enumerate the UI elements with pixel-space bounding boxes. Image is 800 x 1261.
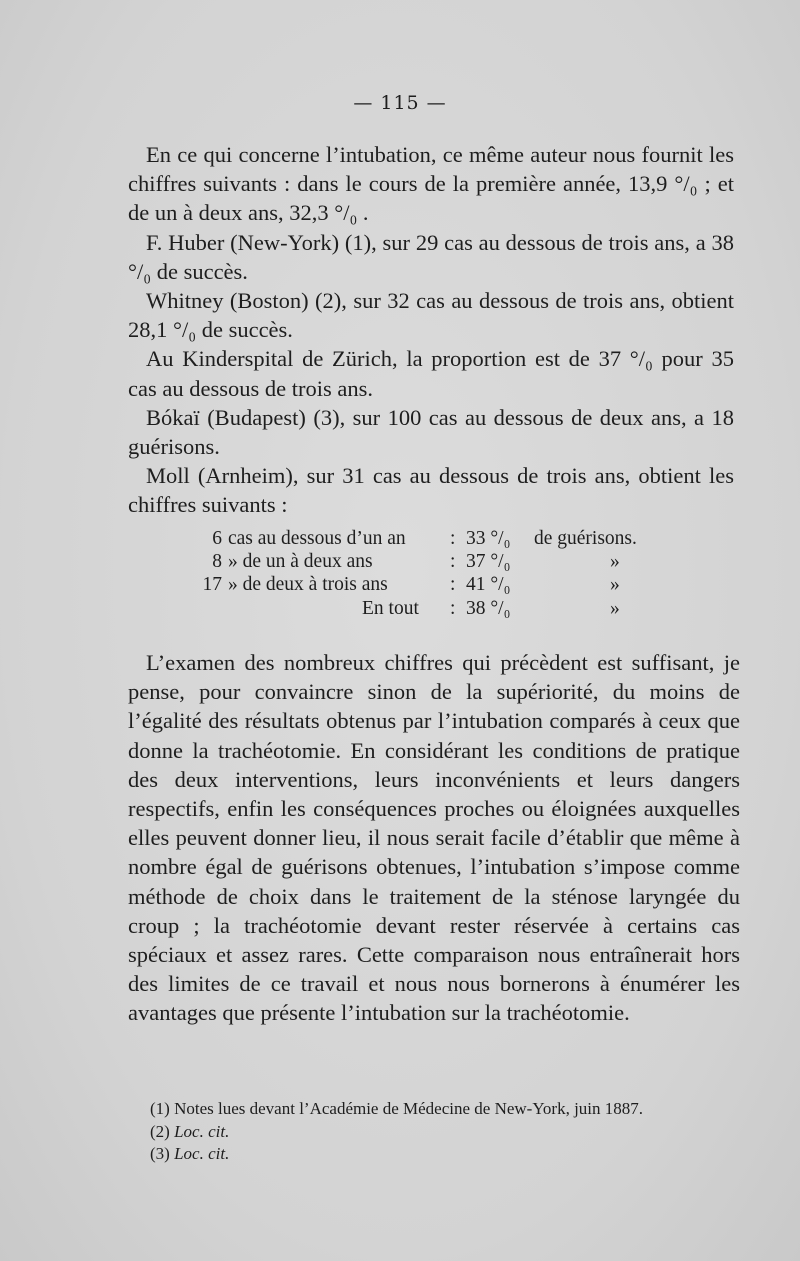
table-row <box>190 550 670 573</box>
results-table <box>190 527 670 620</box>
paragraph: En ce qui concerne l’intubation, ce même auteur nous fournit les chiffres suivants : dans le cours de la première année, 13,9 °/₀ ; et de un à deux ans, 32,3 °/₀ . <box>128 142 734 226</box>
percentage: 41 °/₀ <box>466 574 511 596</box>
footnote-text: Loc. cit. <box>174 1121 230 1141</box>
colon: : <box>450 597 456 619</box>
paragraph: F. Huber (New-York) (1), sur 29 cas au dessous de trois ans, a 38 °/₀ de succès. <box>128 229 734 284</box>
footnote <box>150 1143 750 1166</box>
percentage: 33 °/₀ <box>466 528 511 549</box>
paragraph: L’examen des nombreux chiffres qui précèdent est suffisant, je pense, pour convaincre sinon de la supériorité, du moins de l’égalité des résultats obtenus par l’intubation comparés à ceux que donne la trachéotomie. En considérant les conditions de pratique des deux interventions, leurs inconvénients et leurs dangers respectifs, enfin les conséquences proches ou éloignées auxquelles elles peuvent donner lieu, il nous serait facile d’établir que même à nombre égal de guérisons obtenues, l’intubation s’impose comme méthode de choix dans le traitement de la sténose laryngée du croup ; la trachéotomie devant rester réservée à certains cas spéciaux et assez rares. Cette comparaison nous entraînerait hors des limites de ce travail et nous nous bornerons à énumérer les avantages que présente l’intubation sur la trachéotomie. <box>128 650 740 1026</box>
paragraph: Au Kinderspital de Zürich, la proportion est de 37 °/₀ pour 35 cas au dessous de trois ans. <box>128 346 734 401</box>
case-count: 6 <box>212 528 222 549</box>
outcome: » <box>610 597 620 619</box>
text-block-top <box>128 140 734 520</box>
total-label: En tout <box>362 597 419 619</box>
footnote-text: Loc. cit. <box>174 1144 230 1163</box>
age-range: » de un à deux ans <box>228 551 373 573</box>
age-range: » de deux à trois ans <box>228 574 388 596</box>
outcome: » <box>610 574 620 596</box>
case-count: 8 <box>212 551 222 573</box>
footnote-text: Notes lues devant l’Académie de Médecine de New-York, juin 1887. <box>174 1099 644 1118</box>
footnotes <box>150 1098 750 1166</box>
footnote-marker: (3) <box>150 1144 170 1163</box>
table-row <box>190 527 670 550</box>
age-range: cas au dessous d’un an <box>228 528 406 549</box>
colon: : <box>450 528 456 549</box>
text-block-bottom <box>128 648 740 1028</box>
outcome: » <box>610 551 620 573</box>
footnote-marker: (2) <box>150 1121 170 1141</box>
page-number: — 115 — <box>353 92 447 114</box>
colon: : <box>450 574 456 596</box>
colon: : <box>450 551 456 573</box>
percentage: 38 °/₀ <box>466 597 511 619</box>
footnote <box>150 1121 750 1144</box>
footnote-marker: (1) <box>150 1099 170 1118</box>
paragraph: Moll (Arnheim), sur 31 cas au dessous de trois ans, obtient les chiffres suivants : <box>128 463 734 518</box>
paragraph: Bókaï (Budapest) (3), sur 100 cas au dessous de deux ans, a 18 guérisons. <box>128 404 734 460</box>
footnote <box>150 1098 750 1121</box>
outcome: de guérisons. <box>534 528 637 549</box>
paragraph: Whitney (Boston) (2), sur 32 cas au dessous de trois ans, obtient 28,1 °/₀ de succès. <box>128 288 734 343</box>
table-row-total <box>190 597 670 620</box>
case-count: 17 <box>202 574 222 596</box>
table-row <box>190 573 670 596</box>
percentage: 37 °/₀ <box>466 551 511 573</box>
